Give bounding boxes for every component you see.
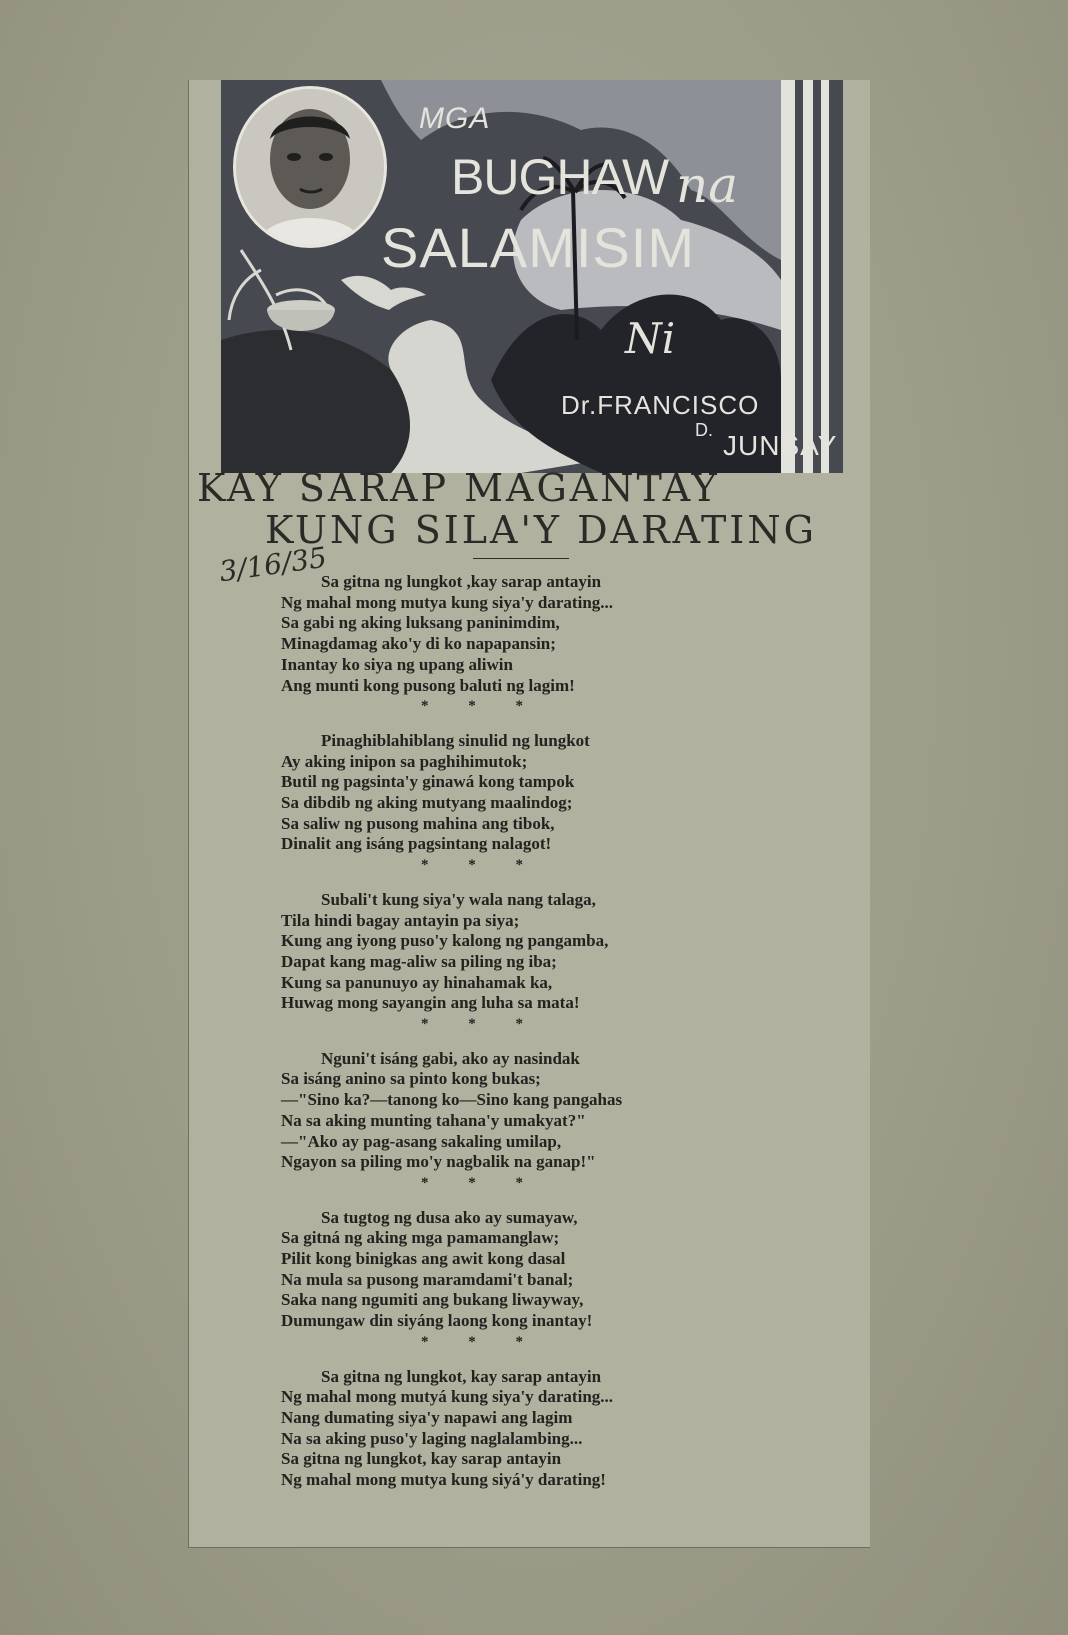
stanza-separator: * * *: [421, 1174, 541, 1191]
poem-line: Pinaghiblahiblang sinulid ng lungkot: [321, 730, 590, 750]
poem-line: Sa dibdib ng aking mutyang maalindog;: [281, 793, 573, 813]
poem-line: Ng mahal mong mutyá kung siya'y darating...: [281, 1387, 614, 1407]
header-na: na: [676, 156, 739, 214]
header-author-name: Dr.FRANCISCO: [561, 390, 760, 420]
header-salamisim: SALAMISIM: [381, 216, 695, 279]
poem-line: Sa gitna ng lungkot ,kay sarap antayin: [321, 572, 602, 591]
stanza-separator: * * *: [421, 1333, 541, 1350]
author-portrait: [233, 86, 387, 248]
poem-line: Ay aking inipon sa paghihimutok;: [281, 751, 528, 771]
poem-line: —"Sino ka?—tanong ko—Sino kang pangahas: [281, 1090, 623, 1110]
poem-line: Sa gabi ng aking luksang paninimdim,: [281, 613, 560, 633]
poem-line: Sa gitná ng aking mga pamamanglaw;: [281, 1228, 560, 1248]
stanza-1: [281, 572, 761, 696]
poem-line: Na sa aking munting tahana'y umakyat?": [281, 1110, 586, 1130]
poem-line: Sa gitna ng lungkot, kay sarap antayin: [321, 1366, 602, 1386]
stanza-5: [281, 1208, 761, 1332]
poem-line: Sa gitna ng lungkot, kay sarap antayin: [281, 1449, 562, 1469]
stanza-4: [281, 1049, 761, 1173]
poem-line: Ng mahal mong mutya kung siya'y darating...: [281, 592, 614, 612]
stanza-2: [281, 731, 761, 855]
poem-line: Na mula sa pusong maramdami't banal;: [281, 1269, 574, 1289]
poem-line: Subali't kung siya'y wala nang talaga,: [321, 889, 596, 909]
poem-line: Pilit kong binigkas ang awit kong dasal: [281, 1249, 566, 1269]
stanza-separator: * * *: [421, 857, 541, 874]
poem-line: Ang munti kong pusong baluti ng lagim!: [281, 675, 575, 695]
poem-line: Ngayon sa piling mo'y nagbalik na ganap!": [281, 1152, 596, 1172]
poem-line: Ng mahal mong mutya kung siyá'y darating!: [281, 1470, 606, 1490]
header-author-surname: JUNSAY: [723, 430, 838, 461]
poem-line: Butil ng pagsinta'y ginawá kong tampok: [281, 772, 575, 792]
poem-line: Sa saliw ng pusong mahina ang tibok,: [281, 813, 555, 833]
poem-title-line2: KUNG SILA'Y DARATING: [265, 508, 817, 552]
poem-line: Kung sa panunuyo ay hinahamak ka,: [281, 972, 553, 992]
poem-line: Sa tugtog ng dusa ako ay sumayaw,: [321, 1207, 578, 1227]
header-mga: MGA: [419, 102, 491, 135]
poem-line: Sa isáng anino sa pinto kong bukas;: [281, 1069, 541, 1089]
poem-line: Huwag mong sayangin ang luha sa mata!: [281, 993, 580, 1013]
poem-line: Nang dumating siya'y napawi ang lagim: [281, 1407, 573, 1427]
header-middle-initial: D.: [695, 420, 713, 440]
stanza-3: [281, 890, 761, 1014]
handwritten-date: 3/16/35: [217, 540, 329, 589]
poem-title-line1: KAY SARAP MAGANTAY: [197, 466, 720, 510]
portrait-photo: [236, 89, 384, 245]
stanza-6: [281, 1367, 761, 1491]
poem-line: Dapat kang mag-aliw sa piling ng iba;: [281, 951, 557, 971]
title-rule: [473, 558, 569, 559]
stanza-separator: * * *: [421, 1016, 541, 1033]
poem-line: Nguni't isáng gabi, ako ay nasindak: [321, 1048, 580, 1068]
stanza-separator: * * *: [421, 698, 541, 715]
header-bughaw: BUGHAW: [451, 149, 669, 205]
poem-body: [281, 572, 761, 1491]
poem-line: —"Ako ay pag-asang sakaling umilap,: [281, 1131, 562, 1151]
poem-line: Tila hindi bagay antayin pa siya;: [281, 910, 520, 930]
poem-line: Na sa aking puso'y laging naglalambing...: [281, 1428, 583, 1448]
header-illustration: [221, 80, 843, 473]
poem-line: Dinalit ang isáng pagsintang nalagot!: [281, 834, 552, 854]
header-ni: Ni: [625, 314, 676, 363]
poem-line: Minagdamag ako'y di ko napapansin;: [281, 634, 556, 654]
poem-line: Inantay ko siya ng upang aliwin: [281, 654, 513, 674]
poem-line: Dumungaw din siyáng laong kong inantay!: [281, 1311, 593, 1331]
poem-line: Saka nang ngumiti ang bukang liwayway,: [281, 1290, 584, 1310]
poem-line: Kung ang iyong puso'y kalong ng pangamba,: [281, 931, 609, 951]
newspaper-clipping: [188, 80, 870, 1548]
